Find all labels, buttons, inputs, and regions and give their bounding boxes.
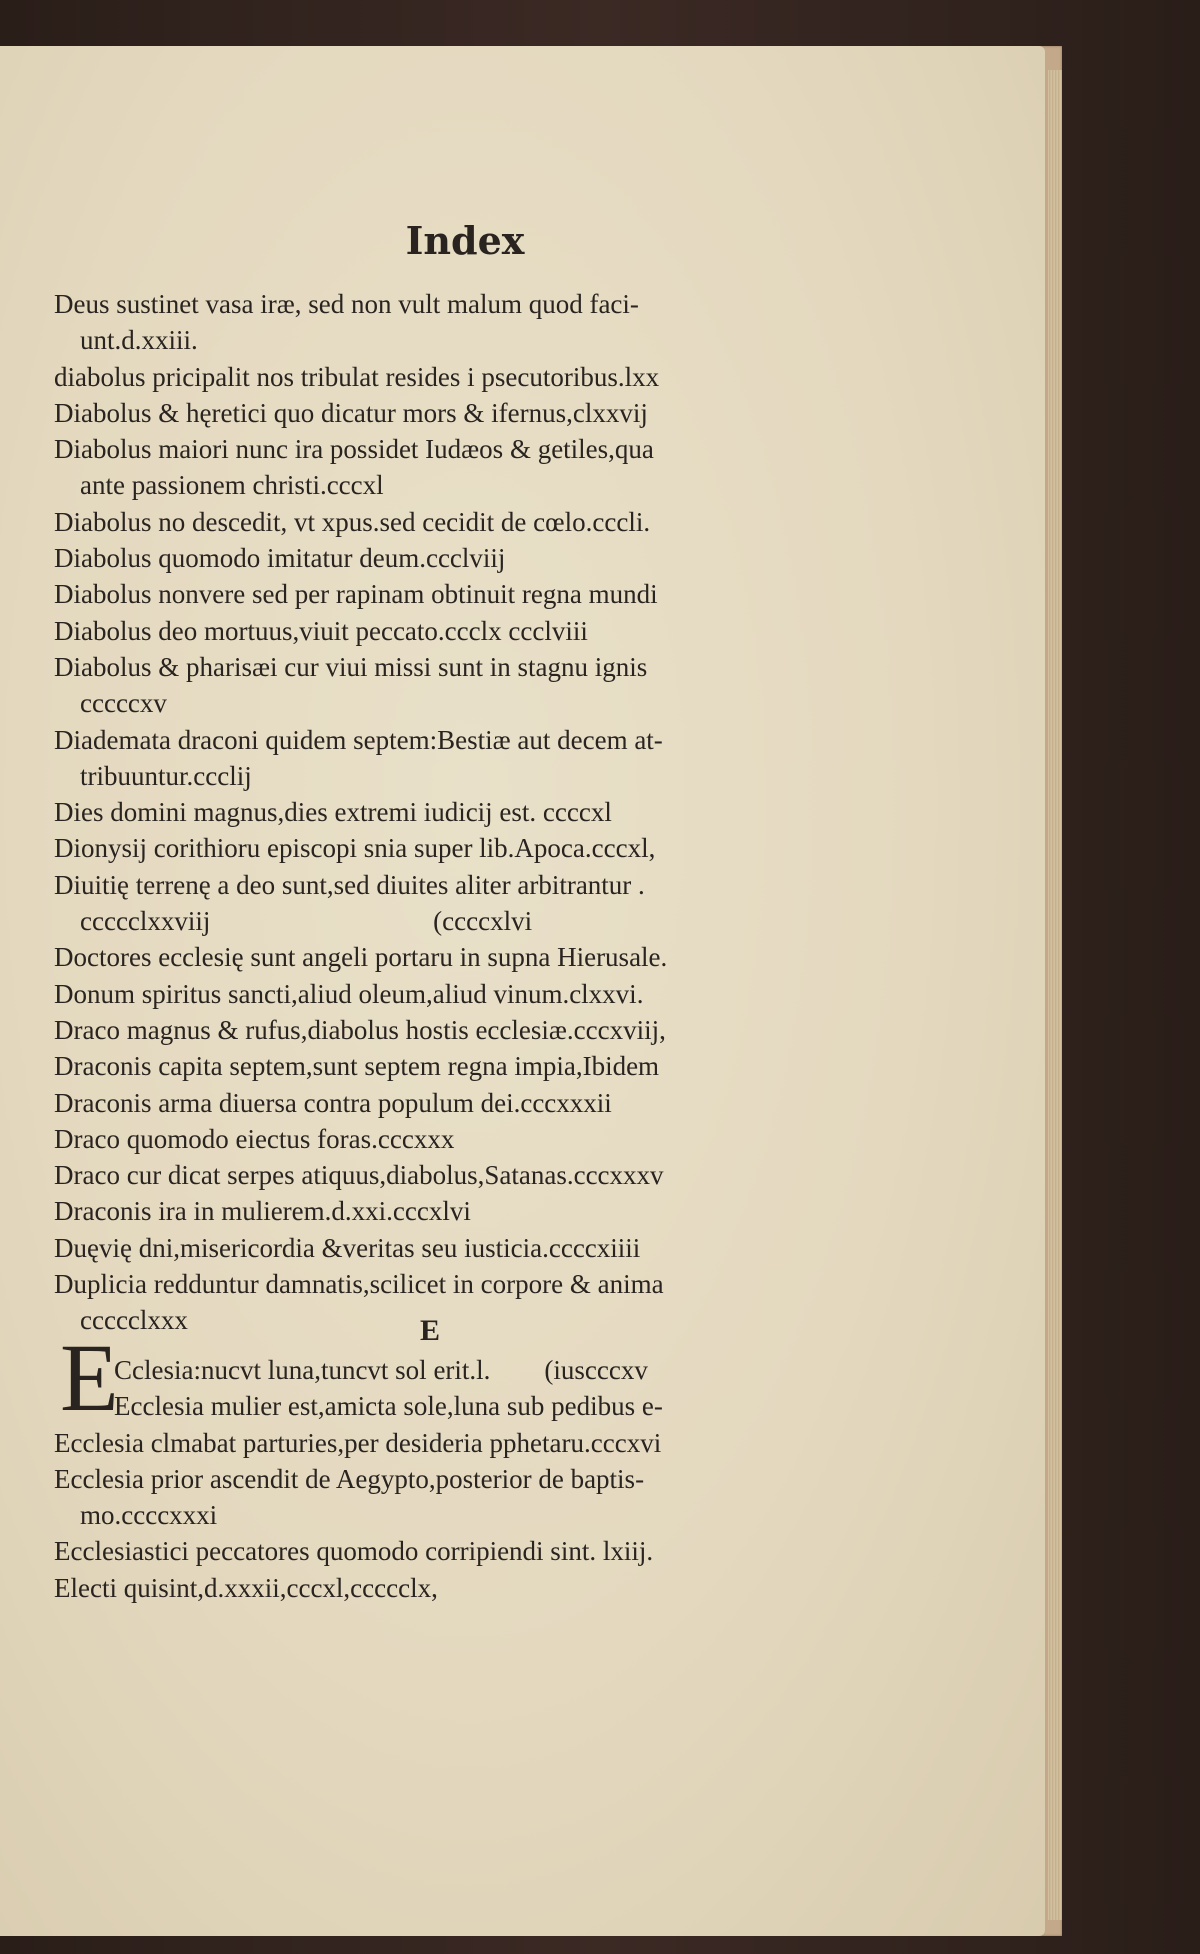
entry-line: Dies domini magnus,dies extremi iudicij est. ccccxl (54, 797, 612, 828)
entry-line: Draconis capita septem,sunt septem regna impia,Ibidem (54, 1051, 660, 1082)
entry-continuation: ccccclxxviij (ccccxlvi (80, 906, 533, 937)
entry-line: Diabolus quomodo imitatur deum.ccclviij (54, 543, 506, 574)
index-entry (54, 976, 814, 1012)
index-entry (54, 794, 814, 830)
index-entry (54, 867, 814, 940)
index-entry (54, 540, 814, 576)
entry-line: Draconis ira in mulierem.d.xxi.cccxlvi (54, 1196, 471, 1227)
entry-line: Diabolus maiori nunc ira possidet Iudæos & getiles,qua (54, 434, 654, 465)
entry-continuation: cccccxv (80, 688, 167, 719)
index-entry (54, 1085, 814, 1121)
index-entries-e (54, 1352, 814, 1606)
index-entries-d (54, 286, 814, 1339)
entry-line: Diabolus no descedit, vt xpus.sed cecidit de cœlo.cccli. (54, 506, 651, 537)
index-entry (54, 1157, 814, 1193)
entry-line: Ecclesia clmabat parturies,per desideria pphetaru.cccxvi (54, 1427, 662, 1458)
entry-line: Draco cur dicat serpes atiquus,diabolus,Satanas.cccxxxv (54, 1160, 664, 1191)
entry-line: Deus sustinet vasa iræ, sed non vult malum quod faci- (54, 289, 639, 319)
index-entry (54, 1570, 814, 1606)
index-entry (54, 395, 814, 431)
drop-cap-initial: E (60, 1324, 119, 1431)
entry-line: Diabolus & pharisæi cur viui missi sunt in stagnu ignis (54, 651, 648, 682)
index-entry (54, 576, 814, 612)
entry-line: Donum spiritus sancti,aliud oleum,aliud vinum.clxxvi. (54, 978, 644, 1009)
index-entry (54, 1230, 814, 1266)
index-entry (54, 1388, 814, 1424)
index-entry (54, 1533, 814, 1569)
entry-line: Diabolus deo mortuus,viuit peccato.ccclx ccclviii (54, 615, 588, 646)
entry-line: Ecclesiastici peccatores quomodo corripiendi sint. lxiij. (54, 1536, 654, 1567)
index-entry (54, 1461, 814, 1534)
entry-line: Draconis arma diuersa contra populum dei.cccxxxii (54, 1087, 612, 1118)
index-entry (54, 722, 814, 795)
entry-line: Ecclesia mulier est,amicta sole,luna sub pedibus e- (114, 1391, 663, 1422)
page-fore-edge (1048, 70, 1062, 1920)
entry-line: Ecclesia prior ascendit de Aegypto,posterior de baptis- (54, 1463, 645, 1494)
entry-line: Diabolus nonvere sed per rapinam obtinuit regna mundi (54, 579, 658, 610)
section-heading-e: E (419, 1314, 440, 1347)
entry-continuation: ccccclxxx (80, 1305, 188, 1336)
entry-line: Dionysij corithioru episcopi snia super lib.Apoca.cccxl, (54, 833, 656, 864)
index-entry (54, 286, 814, 359)
entry-line: Draco magnus & rufus,diabolus hostis ecclesiæ.cccxviij, (54, 1014, 666, 1045)
index-entry (54, 649, 814, 722)
entry-continuation: mo.ccccxxxi (80, 1500, 218, 1531)
entry-line: Duęvię dni,misericordia &veritas seu iusticia.ccccxiiii (54, 1232, 641, 1263)
running-head: Index (405, 218, 525, 263)
entry-line: diabolus pricipalit nos tribulat resides i psecutoribus.lxx (54, 361, 660, 392)
index-entry (54, 1121, 814, 1157)
index-entry (54, 504, 814, 540)
entry-line: Diuitię terrenę a deo sunt,sed diuites aliter arbitrantur . (54, 869, 645, 900)
entry-continuation: tribuuntur.ccclij (80, 760, 252, 791)
entry-line: Duplicia redduntur damnatis,scilicet in corpore & anima (54, 1269, 664, 1300)
index-entry (54, 830, 814, 866)
index-entry (54, 613, 814, 649)
entry-line: Electi quisint,d.xxxii,cccxl,ccccclx, (54, 1572, 438, 1603)
index-entry (54, 1352, 814, 1388)
book-page (0, 46, 1045, 1936)
index-entry (54, 1193, 814, 1229)
entry-line: Diabolus & hęretici quo dicatur mors & ifernus,clxxvij (54, 397, 648, 428)
index-entry (54, 1012, 814, 1048)
index-entry (54, 1048, 814, 1084)
entry-line: Doctores ecclesię sunt angeli portaru in supna Hierusale. (54, 942, 668, 973)
index-entry (54, 431, 814, 504)
index-entry (54, 939, 814, 975)
entry-line: Cclesia:nucvt luna,tuncvt sol erit.l. (iuscccxv (114, 1355, 648, 1385)
entry-continuation: ante passionem christi.cccxl (80, 470, 384, 501)
index-entry (54, 359, 814, 395)
entry-line: Diademata draconi quidem septem:Bestiæ aut decem at- (54, 724, 663, 755)
entry-continuation: unt.d.xxiii. (80, 325, 198, 356)
index-entry (54, 1425, 814, 1461)
entry-line: Draco quomodo eiectus foras.cccxxx (54, 1123, 455, 1154)
